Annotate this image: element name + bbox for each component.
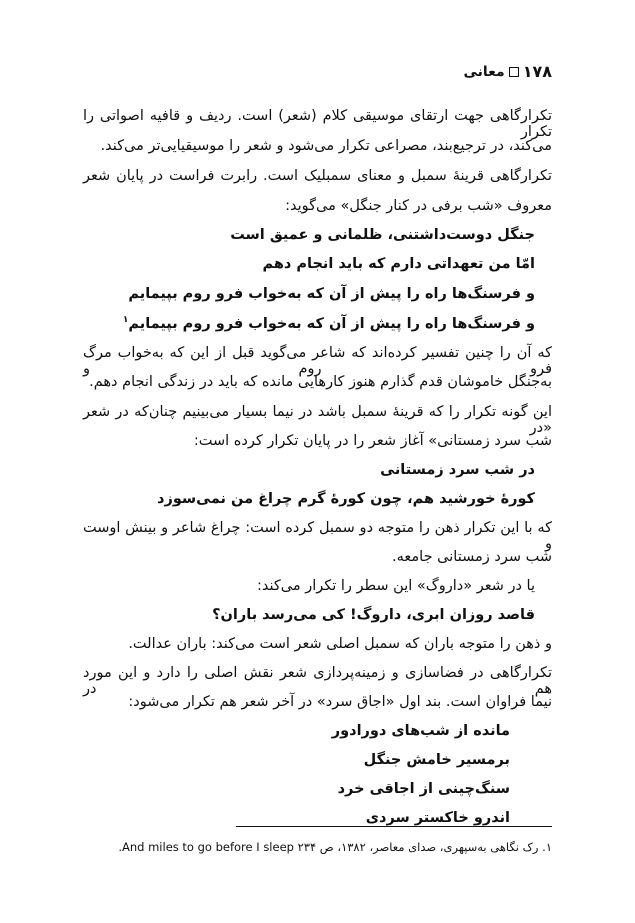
text-line: تکرارگاهی قرینهٔ سمبل و معنای سمبلیک است. رابرت فراست در پایان شعر bbox=[83, 168, 552, 184]
text-line: تکرارگاهی در فضاسازی و زمینه‌پردازی شعر نقش اصلی را دارد و این مورد هم در bbox=[83, 665, 552, 697]
footnote: ۱. رک نگاهی به‌سپهری، صدای معاصر، ۱۳۸۲، ص ۲۳۴ And miles to go before I sleep. bbox=[118, 840, 552, 854]
square-bullet-icon bbox=[509, 67, 519, 77]
poem-line: قاصد روزان ابری، داروگ! کی می‌رسد باران؟ bbox=[212, 607, 535, 623]
footnote-divider bbox=[236, 826, 552, 827]
poem-line: سنگ‌چینی از اجاقی خرد bbox=[337, 781, 510, 797]
poem-line: جنگل دوست‌داشتنی، ظلمانی و عمیق است bbox=[230, 227, 535, 243]
page-number: ۱۷۸ bbox=[522, 62, 552, 81]
poem-line: برمسیر خامش جنگل bbox=[363, 752, 510, 768]
text-line: تکرارگاهی جهت ارتقای موسیقی کلام (شعر) است. ردیف و قافیه اصواتی را تکرار bbox=[83, 108, 552, 140]
section-title: معانی bbox=[463, 63, 505, 80]
poem-line-text: و فرسنگ‌ها راه را پیش از آن که به‌خواب فرو روم بپیمایم bbox=[128, 315, 535, 332]
footnote-text: ۱. رک نگاهی به‌سپهری، صدای معاصر، ۱۳۸۲، ص ۲۳۴ bbox=[297, 840, 552, 854]
poem-line bbox=[123, 315, 535, 332]
text-line: نیما فراوان است. بند اول «اجاق سرد» در آخر شعر هم تکرار می‌شود: bbox=[128, 694, 552, 710]
poem-line: اندرو خاکستر سردی bbox=[365, 810, 510, 826]
poem-line: در شب سرد زمستانی bbox=[380, 462, 535, 478]
poem-line: امّا من تعهداتی دارم که باید انجام دهم bbox=[262, 256, 535, 272]
text-line: که با این تکرار ذهن را متوجه دو سمبل کرده است: چراغ شاعر و بینش اوست و bbox=[83, 520, 552, 552]
poem-line: مانده از شب‌های دورادور bbox=[331, 723, 510, 739]
text-line: شب سرد زمستانی» آغاز شعر را در پایان تکرار کرده است: bbox=[193, 433, 552, 449]
text-line: یا در شعر «داروگ» این سطر را تکرار می‌کند: bbox=[256, 578, 535, 594]
page-header bbox=[463, 62, 552, 81]
text-line: شب سرد زمستانی جامعه. bbox=[392, 549, 552, 565]
text-line: این گونه تکرار را که قرینهٔ سمبل باشد در نیما بسیار می‌بینیم چنان‌که در شعر «در bbox=[83, 404, 552, 436]
text-line: که آن را چنین تفسیر کرده‌اند که شاعر می‌گوید قبل از این که به‌خواب مرگ فرو روم و bbox=[83, 345, 552, 377]
poem-line: و فرسنگ‌ها راه را پیش از آن که به‌خواب فرو روم بپیمایم bbox=[128, 286, 535, 302]
text-line: و ذهن را متوجه باران که سمبل اصلی شعر است می‌کند: باران عدالت. bbox=[128, 636, 552, 652]
footnote-marker: ۱ bbox=[122, 315, 129, 325]
text-line: به‌جنگل خاموشان قدم گذارم هنوز کارهایی مانده که باید در زندگی انجام دهم. bbox=[89, 374, 552, 390]
text-line: می‌کند، در ترجیع‌بند، مصراعی تکرار می‌شود و شعر را موسیقیایی‌تر می‌کند. bbox=[100, 138, 552, 154]
poem-line: کورهٔ خورشید هم، چون کورهٔ گرم چراغ من نمی‌سوزد bbox=[157, 491, 535, 507]
footnote-quote: And miles to go before I sleep bbox=[121, 840, 294, 854]
text-line: معروف «شب برفی در کنار جنگل» می‌گوید: bbox=[285, 198, 552, 214]
